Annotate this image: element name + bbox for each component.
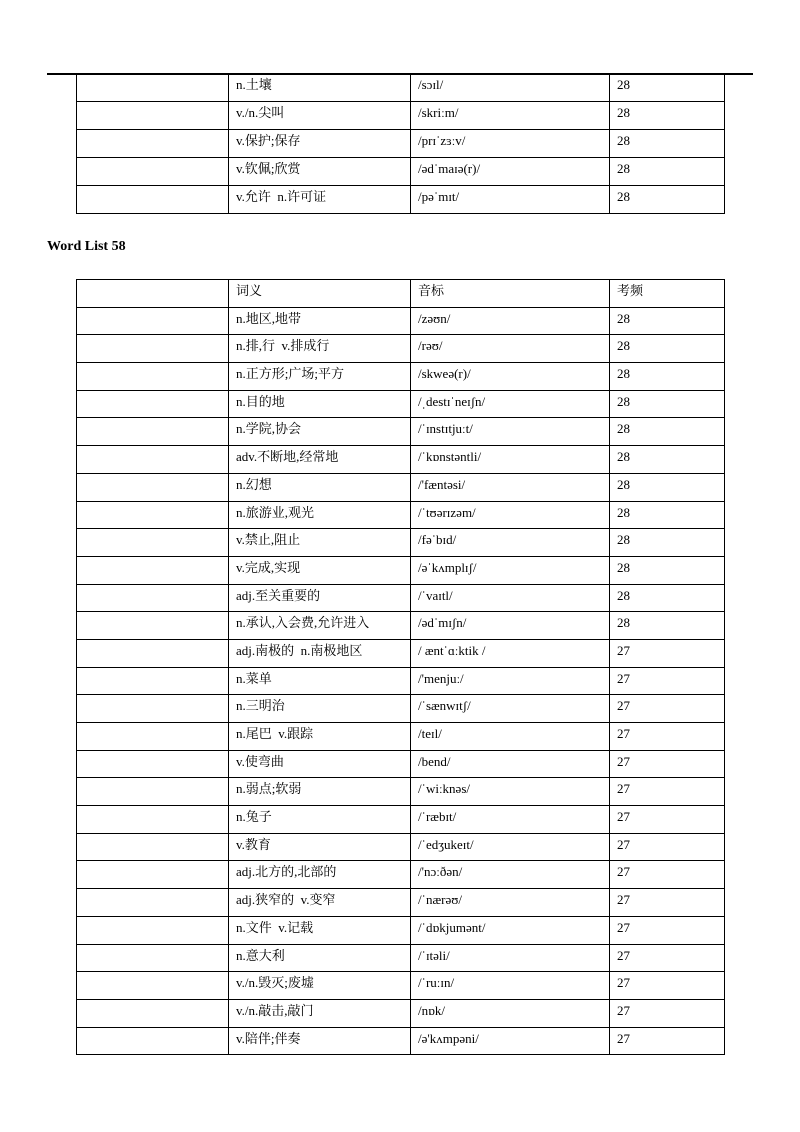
cell-word <box>77 102 229 130</box>
cell-word <box>77 612 229 640</box>
table-row <box>77 889 725 917</box>
vocab-table-body <box>77 280 725 1055</box>
cell-frequency: 28 <box>610 418 725 446</box>
cell-word <box>77 639 229 667</box>
cell-meaning: n.意大利 <box>229 944 411 972</box>
cell-frequency: 28 <box>610 307 725 335</box>
table-row <box>77 335 725 363</box>
cell-phonetic: /zəʊn/ <box>411 307 610 335</box>
cell-word <box>77 529 229 557</box>
cell-frequency: 28 <box>610 335 725 363</box>
cell-phonetic: /prɪˈzɜːv/ <box>411 130 610 158</box>
cell-phonetic: /ˈræbɪt/ <box>411 806 610 834</box>
table-row <box>77 186 725 214</box>
cell-word <box>77 130 229 158</box>
cell-word <box>77 833 229 861</box>
section-title: Word List 58 <box>47 239 126 254</box>
table-row <box>77 102 725 130</box>
cell-frequency: 27 <box>610 639 725 667</box>
cell-phonetic: /rəʊ/ <box>411 335 610 363</box>
cell-meaning: n.三明治 <box>229 695 411 723</box>
vocab-table-word-list-58 <box>76 279 725 1055</box>
table-row <box>77 944 725 972</box>
cell-meaning: n.土壤 <box>229 74 411 102</box>
cell-meaning: n.排,行 v.排成行 <box>229 335 411 363</box>
table-row <box>77 529 725 557</box>
cell-meaning: v.保护;保存 <box>229 130 411 158</box>
cell-word <box>77 307 229 335</box>
cell-word <box>77 806 229 834</box>
cell-phonetic: /pəˈmɪt/ <box>411 186 610 214</box>
cell-phonetic: /'menjuː/ <box>411 667 610 695</box>
cell-phonetic: /ˈsænwɪtʃ/ <box>411 695 610 723</box>
table-row <box>77 1027 725 1055</box>
cell-word <box>77 363 229 391</box>
cell-meaning: n.目的地 <box>229 390 411 418</box>
cell-phonetic: /sɔɪl/ <box>411 74 610 102</box>
cell-meaning: v./n.毁灭;废墟 <box>229 972 411 1000</box>
table-row <box>77 446 725 474</box>
cell-word <box>77 335 229 363</box>
cell-meaning: n.弱点;软弱 <box>229 778 411 806</box>
cell-word <box>77 778 229 806</box>
cell-meaning: n.尾巴 v.跟踪 <box>229 723 411 751</box>
cell-phonetic: /ˈkɒnstəntli/ <box>411 446 610 474</box>
cell-phonetic: /fəˈbɪd/ <box>411 529 610 557</box>
cell-frequency: 28 <box>610 186 725 214</box>
cell-word <box>77 186 229 214</box>
table-row <box>77 501 725 529</box>
cell-frequency: 27 <box>610 667 725 695</box>
table-row <box>77 750 725 778</box>
cell-meaning: v./n.尖叫 <box>229 102 411 130</box>
cell-frequency: 28 <box>610 584 725 612</box>
cell-word <box>77 667 229 695</box>
cell-frequency: 28 <box>610 501 725 529</box>
table-row <box>77 473 725 501</box>
cell-meaning: adj.南极的 n.南极地区 <box>229 639 411 667</box>
cell-meaning: n.菜单 <box>229 667 411 695</box>
cell-frequency: 28 <box>610 363 725 391</box>
cell-phonetic: /ə'kʌmpəni/ <box>411 1027 610 1055</box>
cell-word <box>77 584 229 612</box>
cell-meaning: adj.狭窄的 v.变窄 <box>229 889 411 917</box>
table-row <box>77 158 725 186</box>
cell-word <box>77 944 229 972</box>
cell-meaning: n.旅游业,观光 <box>229 501 411 529</box>
cell-meaning: n.学院,协会 <box>229 418 411 446</box>
cell-frequency: 27 <box>610 972 725 1000</box>
cell-meaning: n.兔子 <box>229 806 411 834</box>
cell-phonetic: /skweə(r)/ <box>411 363 610 391</box>
cell-phonetic: /nɒk/ <box>411 999 610 1027</box>
cell-frequency: 27 <box>610 723 725 751</box>
vocab-table-continued <box>76 73 725 214</box>
cell-phonetic: /ədˈmɪʃn/ <box>411 612 610 640</box>
cell-meaning: n.幻想 <box>229 473 411 501</box>
table-row <box>77 778 725 806</box>
cell-phonetic: /'nɔːðən/ <box>411 861 610 889</box>
cell-frequency: 27 <box>610 916 725 944</box>
cell-frequency: 28 <box>610 612 725 640</box>
table-row <box>77 363 725 391</box>
cell-frequency: 28 <box>610 473 725 501</box>
cell-word <box>77 473 229 501</box>
cell-frequency: 27 <box>610 833 725 861</box>
cell-meaning: n.承认,入会费,允许进入 <box>229 612 411 640</box>
cell-frequency: 28 <box>610 158 725 186</box>
table-row <box>77 390 725 418</box>
table-row <box>77 916 725 944</box>
cell-frequency: 27 <box>610 1027 725 1055</box>
cell-phonetic: / æntˈɑːktik / <box>411 639 610 667</box>
cell-phonetic: /teɪl/ <box>411 723 610 751</box>
cell-meaning: n.地区,地带 <box>229 307 411 335</box>
cell-frequency: 27 <box>610 944 725 972</box>
cell-phonetic: /əˈkʌmplɪʃ/ <box>411 556 610 584</box>
cell-word <box>77 861 229 889</box>
header-cell-meaning: 词义 <box>229 280 411 308</box>
cell-phonetic: /ˈtʊərɪzəm/ <box>411 501 610 529</box>
cell-meaning: v./n.敲击,敲门 <box>229 999 411 1027</box>
vocab-table-body <box>77 74 725 214</box>
table-header-row <box>77 280 725 308</box>
cell-meaning: adj.北方的,北部的 <box>229 861 411 889</box>
cell-frequency: 27 <box>610 999 725 1027</box>
cell-meaning: v.禁止,阻止 <box>229 529 411 557</box>
cell-word <box>77 999 229 1027</box>
cell-frequency: 27 <box>610 778 725 806</box>
table-row <box>77 584 725 612</box>
cell-meaning: v.钦佩;欣赏 <box>229 158 411 186</box>
table-row <box>77 695 725 723</box>
table-row <box>77 307 725 335</box>
cell-phonetic: /ˈruːɪn/ <box>411 972 610 1000</box>
cell-meaning: adv.不断地,经常地 <box>229 446 411 474</box>
cell-frequency: 27 <box>610 861 725 889</box>
table-row <box>77 639 725 667</box>
cell-word <box>77 972 229 1000</box>
cell-phonetic: /ədˈmaɪə(r)/ <box>411 158 610 186</box>
header-cell-phonetic: 音标 <box>411 280 610 308</box>
cell-meaning: v.允许 n.许可证 <box>229 186 411 214</box>
cell-word <box>77 418 229 446</box>
cell-phonetic: /ˈnærəʊ/ <box>411 889 610 917</box>
table-row <box>77 556 725 584</box>
cell-word <box>77 390 229 418</box>
cell-word <box>77 916 229 944</box>
table-row <box>77 723 725 751</box>
cell-word <box>77 158 229 186</box>
cell-frequency: 28 <box>610 74 725 102</box>
table-row <box>77 999 725 1027</box>
cell-meaning: v.陪伴;伴奏 <box>229 1027 411 1055</box>
cell-frequency: 27 <box>610 806 725 834</box>
header-cell-word <box>77 280 229 308</box>
cell-phonetic: /'fæntəsi/ <box>411 473 610 501</box>
cell-phonetic: /skriːm/ <box>411 102 610 130</box>
cell-meaning: adj.至关重要的 <box>229 584 411 612</box>
cell-frequency: 28 <box>610 446 725 474</box>
cell-meaning: n.文件 v.记载 <box>229 916 411 944</box>
table-row <box>77 418 725 446</box>
cell-phonetic: /ˈdɒkjumənt/ <box>411 916 610 944</box>
cell-word <box>77 695 229 723</box>
cell-phonetic: /ˈwiːknəs/ <box>411 778 610 806</box>
cell-frequency: 28 <box>610 130 725 158</box>
cell-meaning: v.使弯曲 <box>229 750 411 778</box>
cell-phonetic: /ˈɪtəli/ <box>411 944 610 972</box>
table-row <box>77 972 725 1000</box>
table-row <box>77 806 725 834</box>
cell-phonetic: /ˈedʒukeɪt/ <box>411 833 610 861</box>
cell-phonetic: /bend/ <box>411 750 610 778</box>
header-cell-frequency: 考频 <box>610 280 725 308</box>
cell-meaning: v.教育 <box>229 833 411 861</box>
cell-word <box>77 556 229 584</box>
cell-meaning: n.正方形;广场;平方 <box>229 363 411 391</box>
cell-frequency: 27 <box>610 695 725 723</box>
table-row <box>77 612 725 640</box>
table-row <box>77 861 725 889</box>
cell-phonetic: /ˈvaɪtl/ <box>411 584 610 612</box>
table-row <box>77 833 725 861</box>
cell-frequency: 28 <box>610 556 725 584</box>
cell-word <box>77 74 229 102</box>
cell-word <box>77 501 229 529</box>
cell-word <box>77 446 229 474</box>
cell-phonetic: /ˌdestɪˈneɪʃn/ <box>411 390 610 418</box>
cell-word <box>77 889 229 917</box>
cell-word <box>77 1027 229 1055</box>
table-row <box>77 74 725 102</box>
cell-meaning: v.完成,实现 <box>229 556 411 584</box>
cell-phonetic: /ˈɪnstɪtjuːt/ <box>411 418 610 446</box>
cell-frequency: 27 <box>610 750 725 778</box>
cell-word <box>77 750 229 778</box>
table-row <box>77 130 725 158</box>
cell-frequency: 28 <box>610 390 725 418</box>
cell-frequency: 27 <box>610 889 725 917</box>
cell-word <box>77 723 229 751</box>
table-row <box>77 667 725 695</box>
cell-frequency: 28 <box>610 102 725 130</box>
cell-frequency: 28 <box>610 529 725 557</box>
